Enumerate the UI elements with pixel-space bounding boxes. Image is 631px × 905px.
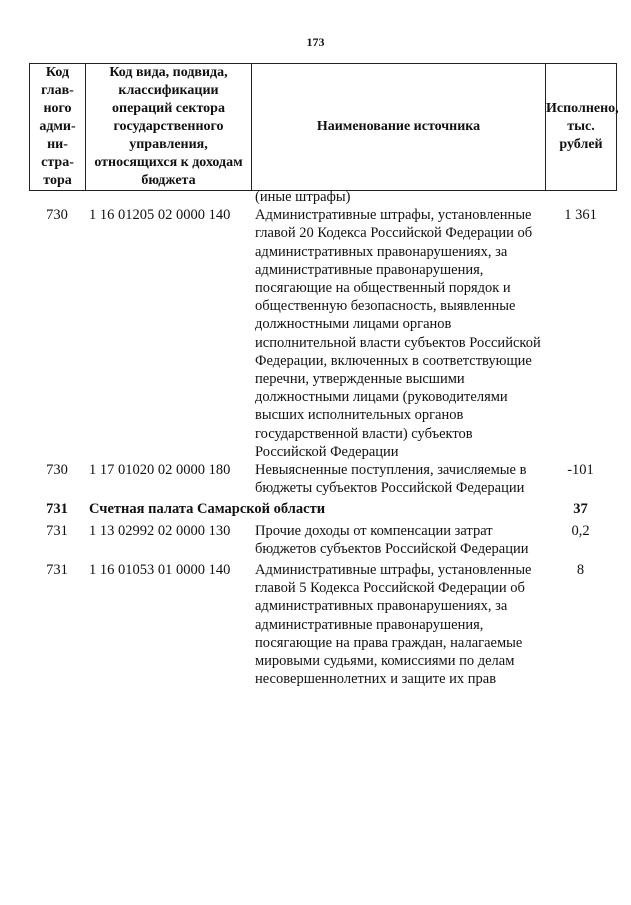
amount-cell (545, 188, 616, 206)
classification-code-cell: 1 16 01053 01 0000 140 (89, 562, 231, 579)
amount-cell: 0,2 (571, 522, 590, 539)
admin-code-cell: 730 (46, 462, 68, 479)
table-row (29, 519, 616, 558)
header-classification-code (86, 64, 252, 191)
source-name-cell: (иные штрафы) (255, 189, 351, 205)
table-row (29, 461, 616, 497)
admin-code-cell: 731 (46, 562, 68, 579)
amount-cell: 37 (573, 501, 588, 518)
header-source-name-text: Наименование источника (316, 119, 481, 134)
admin-code-cell (29, 188, 85, 206)
classification-code-cell: 1 13 02992 02 0000 130 (89, 522, 231, 539)
classification-code-cell: 1 16 01205 02 0000 140 (89, 207, 231, 224)
organization-name-cell: Счетная палата Самарской области (89, 501, 326, 518)
table-row (29, 497, 616, 518)
amount-cell: -101 (567, 462, 594, 479)
data-table (29, 188, 616, 688)
classification-code-cell: 1 17 01020 02 0000 180 (89, 462, 231, 479)
table-row (29, 206, 616, 461)
amount-cell: 1 361 (564, 207, 597, 224)
classification-code-cell (85, 188, 251, 206)
admin-code-cell: 731 (46, 501, 68, 518)
header-amount-text: Исполнено, тыс. рублей (546, 101, 619, 152)
source-name-cell: Прочие доходы от компенсации затрат бюджетов субъектов Российской Федерации (255, 522, 529, 557)
source-name-cell: Невыясненные поступления, зачисляемые в бюджеты субъектов Российской Федерации (255, 462, 527, 497)
admin-code-cell: 731 (46, 522, 68, 539)
table-header (29, 63, 617, 191)
source-name-cell: Административные штрафы, установленные главой 5 Кодекса Российской Федерации об административных правонарушениях, за административные правонарушения, посягающие на права граждан, налагаемые мировыми судьями, комиссиями по делам несовершеннолетних и защите их прав (255, 562, 532, 688)
header-admin-code (30, 64, 86, 191)
amount-cell: 8 (576, 562, 585, 579)
table-row (29, 558, 616, 688)
page-number: 173 (306, 35, 325, 49)
header-admin-code-text: Код глав-ного адми-ни-стра-тора (39, 65, 76, 188)
header-amount (546, 64, 617, 191)
source-name-cell: Административные штрафы, установленные главой 20 Кодекса Российской Федерации об административных правонарушениях, за административные правонарушения, посягающие на общественный порядок и общественную безопасность, выявленные должностными лицами органов исполнительной власти субъектов Российской Федерации, включенных в соответствующие перечни, утвержденные высшими должностными лицами (руководителями высших исполнительных органов государственной власти) субъектов Российской Федерации (255, 207, 541, 460)
header-source-name (252, 64, 546, 191)
header-classification-code-text: Код вида, подвида, классификации операций сектора государственного управления, относящихся к доходам бюджета (94, 65, 243, 188)
table-row (29, 188, 616, 206)
admin-code-cell: 730 (46, 207, 68, 224)
